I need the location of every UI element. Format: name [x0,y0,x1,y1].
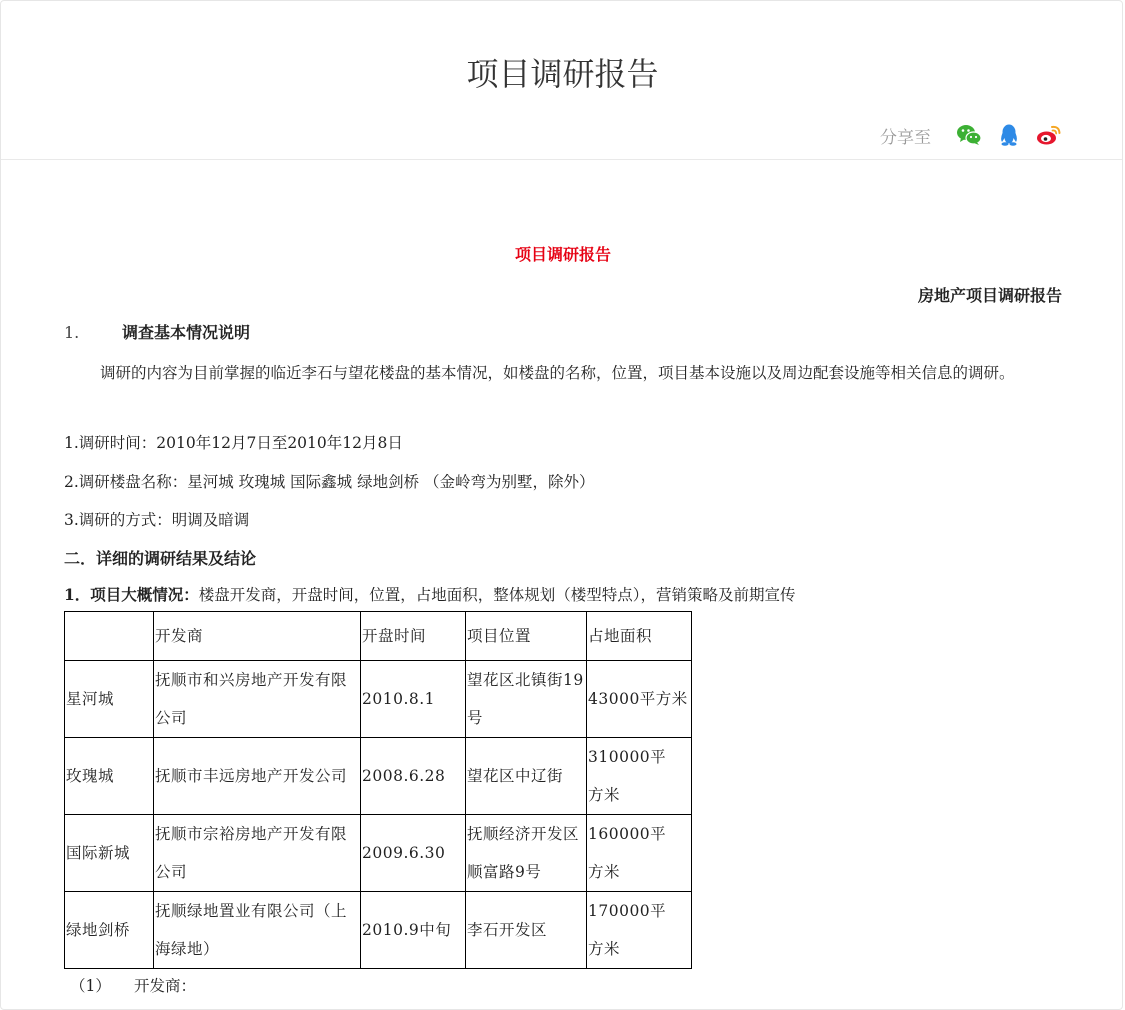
survey-time-line: 1.调研时间：2010年12月7日至2010年12月8日 [64,434,403,452]
weibo-icon[interactable] [1035,121,1063,149]
qq-icon[interactable] [995,121,1023,149]
intro-paragraph: 调研的内容为目前掌握的临近李石与望花楼盘的基本情况，如楼盘的名称，位置，项目基本设施以及周边配套设施等相关信息的调研。 [100,364,1015,382]
table-cell: 望花区北镇街19号 [466,661,587,738]
doc-title: 项目调研报告 [514,245,611,264]
table-header-cell [65,612,154,661]
section-heading-1 [64,320,250,343]
section-heading-3 [64,583,796,605]
section-number: 1. [64,323,80,342]
section-3-label: 1．项目大概情况： [64,585,199,604]
table-row [65,892,692,969]
subsection-number: （1） [70,977,111,995]
survey-projects-line: 2.调研楼盘名称：星河城 玫瑰城 国际鑫城 绿地剑桥 （金岭弯为别墅，除外） [64,473,595,491]
table-cell: 国际新城 [65,815,154,892]
table-header-cell: 开盘时间 [361,612,466,661]
table-cell: 玫瑰城 [65,738,154,815]
wechat-icon[interactable] [955,121,983,149]
table-cell: 抚顺市宗裕房地产开发有限公司 [154,815,361,892]
table-cell: 2008.6.28 [361,738,466,815]
doc-subtitle: 房地产项目调研报告 [917,286,1062,305]
table-row [65,738,692,815]
share-label: 分享至 [880,127,931,148]
section-3-text: 楼盘开发商，开盘时间，位置，占地面积，整体规划（楼型特点），营销策略及前期宣传 [198,586,796,604]
table-cell: 李石开发区 [466,892,587,969]
table-cell: 抚顺绿地置业有限公司（上海绿地） [154,892,361,969]
table-header-cell: 项目位置 [466,612,587,661]
table-cell: 43000平方米 [587,661,692,738]
table-row [65,661,692,738]
subsection-label: 开发商： [134,977,197,995]
table-cell: 310000平 方米 [587,738,692,815]
table-cell: 2009.6.30 [361,815,466,892]
share-bar [880,121,1063,149]
table-cell: 星河城 [65,661,154,738]
survey-method-line: 3.调研的方式：明调及暗调 [64,511,250,529]
table-row [65,815,692,892]
table-header-cell: 占地面积 [587,612,692,661]
table-header-cell: 开发商 [154,612,361,661]
table-cell: 望花区中辽街 [466,738,587,815]
table-cell: 抚顺市丰远房地产开发公司 [154,738,361,815]
table-header-row [65,612,692,661]
table-cell: 抚顺经济开发区顺富路9号 [466,815,587,892]
table-cell: 抚顺市和兴房地产开发有限公司 [154,661,361,738]
project-table [64,611,692,969]
table-cell: 170000平 方米 [587,892,692,969]
table-cell: 2010.9中旬 [361,892,466,969]
table-cell: 2010.8.1 [361,661,466,738]
subsection-developer [64,974,196,996]
table-cell: 160000平 方米 [587,815,692,892]
section-heading-2: 二．详细的调研结果及结论 [64,549,257,568]
table-cell: 绿地剑桥 [65,892,154,969]
section-title: 调查基本情况说明 [122,323,251,342]
page-title: 项目调研报告 [466,55,659,93]
